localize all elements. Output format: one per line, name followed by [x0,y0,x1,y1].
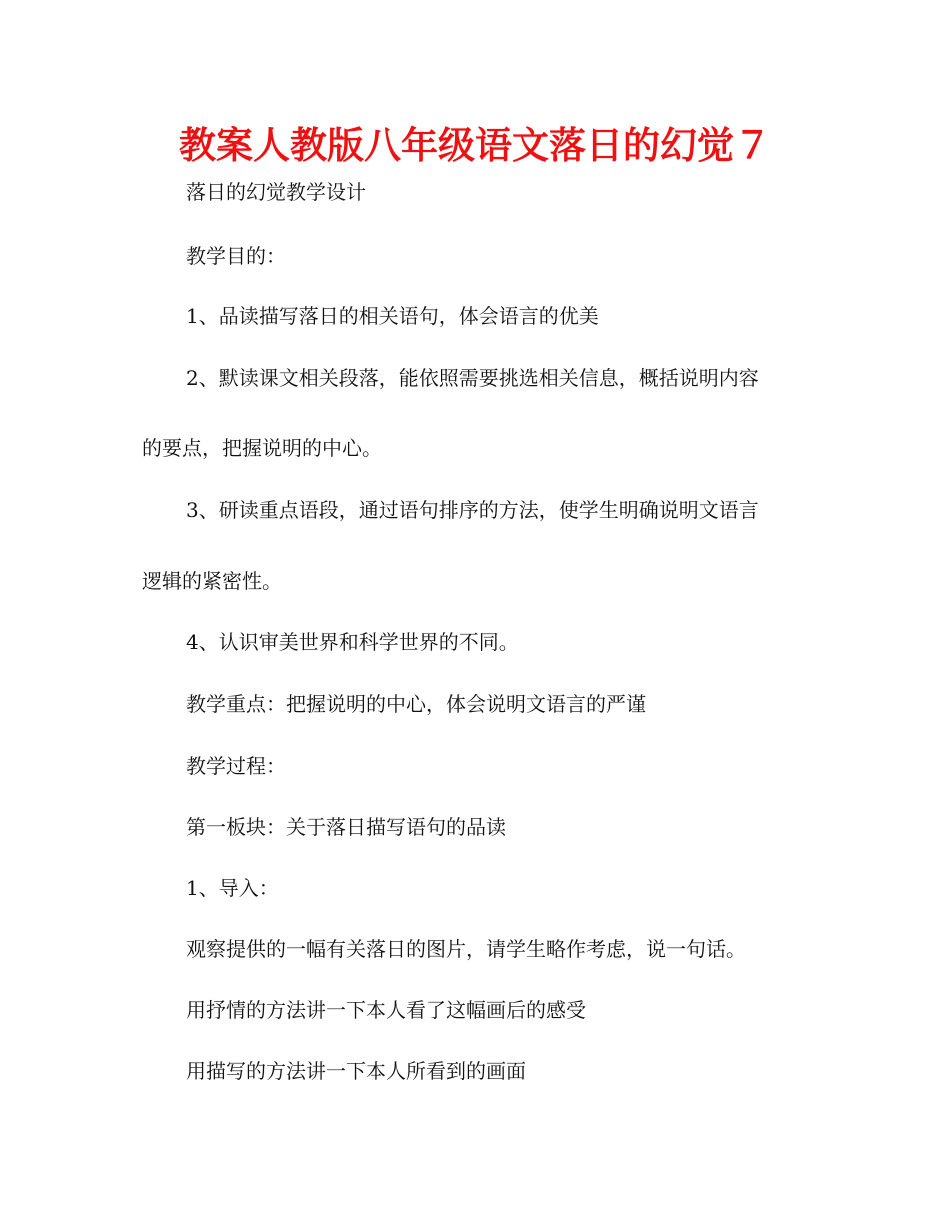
paragraph-line: 用抒情的方法讲一下本人看了这幅画后的感受 [186,998,586,1022]
paragraph-line: 教学目的： [186,244,286,268]
page-title: 教案人教版八年级语文落日的幻觉７ [179,124,771,167]
paragraph-line: 1、品读描写落日的相关语句，体会语言的优美 [186,304,599,328]
paragraph-line: 落日的幻觉教学设计 [186,180,366,204]
paragraph-line: 用描写的方法讲一下本人所看到的画面 [186,1059,526,1083]
paragraph-line: 2、默读课文相关段落，能依照需要挑选相关信息，概括说明内容 [186,366,759,390]
paragraph-line: 逻辑的紧密性。 [142,569,282,593]
paragraph-line: 第一板块：关于落日描写语句的品读 [186,815,506,839]
paragraph-line: 4、认识审美世界和科学世界的不同。 [186,630,519,654]
paragraph-line: 的要点，把握说明的中心。 [142,436,382,460]
paragraph-line: 教学过程： [186,754,286,778]
paragraph-line: 1、导入： [186,876,279,900]
paragraph-line: 观察提供的一幅有关落日的图片，请学生略作考虑，说一句话。 [186,937,746,961]
paragraph-line: 教学重点：把握说明的中心，体会说明文语言的严谨 [186,692,646,716]
paragraph-line: 3、研读重点语段，通过语句排序的方法，使学生明确说明文语言 [186,498,759,522]
